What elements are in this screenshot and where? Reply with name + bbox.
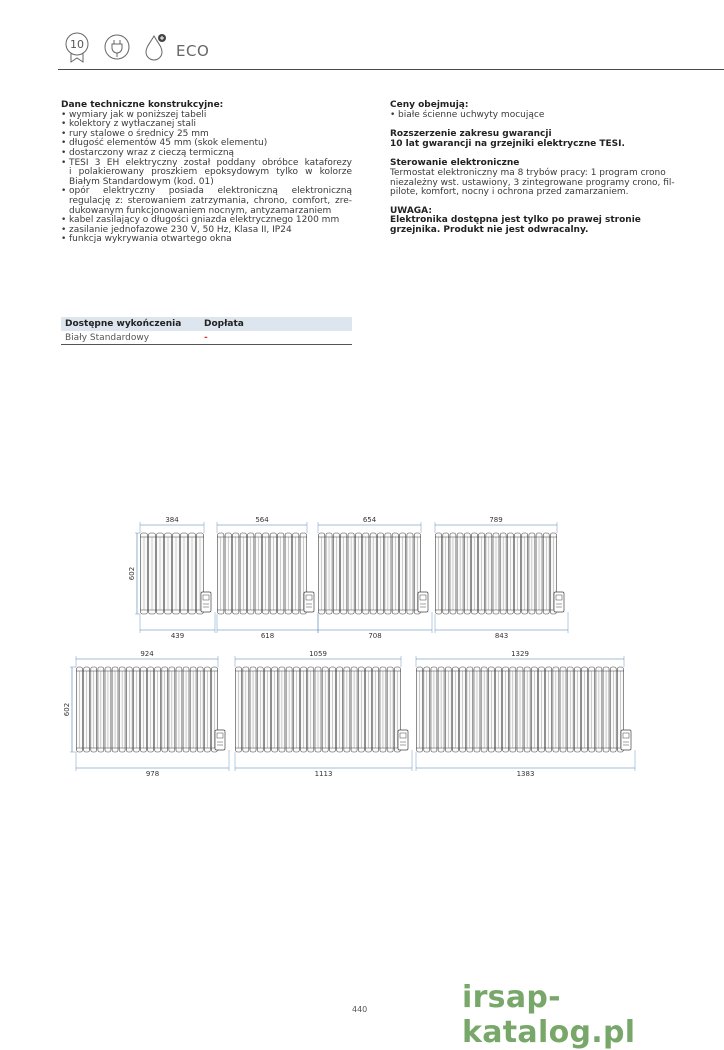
- height-label: 602: [128, 566, 136, 581]
- list-item: • białe ścienne uchwyty mocujące: [390, 111, 680, 121]
- surcharge-cell: -: [204, 332, 208, 343]
- list-item: • wymiary jak w poniższej tabeli: [61, 111, 352, 121]
- list-item: • długość elementów 45 mm (skok elementu): [61, 139, 352, 149]
- watermark: irsap-katalog.pl: [462, 980, 636, 1050]
- note-line: grzejnika. Produkt nie jest odwracalny.: [390, 224, 589, 235]
- warranty-years: 10: [70, 38, 84, 51]
- width-label-top: 1059: [309, 650, 327, 658]
- radiator-drawing: [217, 516, 318, 640]
- page-number: 440: [352, 1005, 368, 1014]
- width-label-top: 654: [362, 516, 377, 524]
- radiator-drawing: [235, 650, 412, 778]
- radiator-drawing: [63, 650, 229, 778]
- note-title: UWAGA:: [390, 205, 432, 216]
- prices-title: Ceny obejmują:: [390, 100, 469, 110]
- list-item-line: • TESI 3 EH elektryczny został poddany obróbce kataforezy: [69, 157, 352, 168]
- list-item: • dostarczony wraz z cieczą termiczną: [61, 149, 352, 159]
- list-item-line: dukowanym funkcjonowaniem nocnym, antyzamarzaniem: [69, 205, 332, 216]
- width-label-bottom: 978: [145, 770, 160, 778]
- width-label-bottom: 1383: [516, 770, 535, 778]
- control-line: niezależny wst. ustawiony, 3 zintegrowane programy crono, fil-: [390, 177, 675, 188]
- width-label-bottom: 439: [170, 632, 185, 640]
- col-header-finish: Dostępne wykończenia: [65, 319, 182, 329]
- width-label-top: 1329: [511, 650, 529, 658]
- radiator-drawing: [318, 516, 432, 640]
- col-header-surcharge: Dopłata: [204, 319, 244, 329]
- radiator-drawing: [416, 650, 635, 778]
- width-label-bottom: 1113: [314, 770, 333, 778]
- radiator-drawing: [435, 516, 568, 640]
- list-item: • kabel zasilający o długości gniazda elektrycznego 1200 mm: [61, 216, 352, 226]
- width-label-top: 924: [140, 650, 154, 658]
- width-label-bottom: 618: [260, 632, 275, 640]
- control-line: pilote, komfort, nocny i ochrona przed zamarzaniem.: [390, 187, 629, 198]
- width-label-top: 564: [255, 516, 269, 524]
- eco-label: ECO: [176, 42, 210, 60]
- warranty-title-2: 10 lat gwarancji na grzejniki elektryczne TESI.: [390, 138, 625, 149]
- list-item-line: Białym Standardowym (kod. 01): [69, 176, 214, 187]
- width-label-top: 789: [489, 516, 503, 524]
- width-label-bottom: 708: [368, 632, 382, 640]
- note-line: Elektronika dostępna jest tylko po prawej stronie: [390, 215, 641, 226]
- radiator-drawing: [128, 516, 215, 640]
- list-item-line: • opór elektryczny posiada elektroniczną elektroniczną: [69, 186, 352, 197]
- list-item: • funkcja wykrywania otwartego okna: [61, 235, 352, 245]
- tech-title: Dane techniczne konstrukcyjne:: [61, 100, 224, 110]
- width-label-bottom: 843: [494, 632, 509, 640]
- finish-cell: Biały Standardowy: [65, 332, 150, 343]
- control-line: Termostat elektroniczny ma 8 trybów pracy: 1 program crono: [390, 167, 666, 178]
- list-item: • zasilanie jednofazowe 230 V, 50 Hz, Klasa II, IP24: [61, 226, 352, 236]
- width-label-top: 384: [165, 516, 179, 524]
- list-item: • rury stalowe o średnicy 25 mm: [61, 130, 352, 140]
- list-item-line: i polakierowany proszkiem epoksydowym tylko w kolorze: [69, 167, 352, 178]
- control-title: Sterowanie elektroniczne: [390, 158, 520, 169]
- height-label: 602: [63, 702, 71, 717]
- list-item-line: regulację z: sterowaniem zatrzymania, chrono, comfort, zre-: [69, 195, 352, 206]
- list-item: • kolektory z wytłaczanej stali: [61, 120, 352, 130]
- warranty-title-1: Rozszerzenie zakresu gwarancji: [390, 129, 552, 140]
